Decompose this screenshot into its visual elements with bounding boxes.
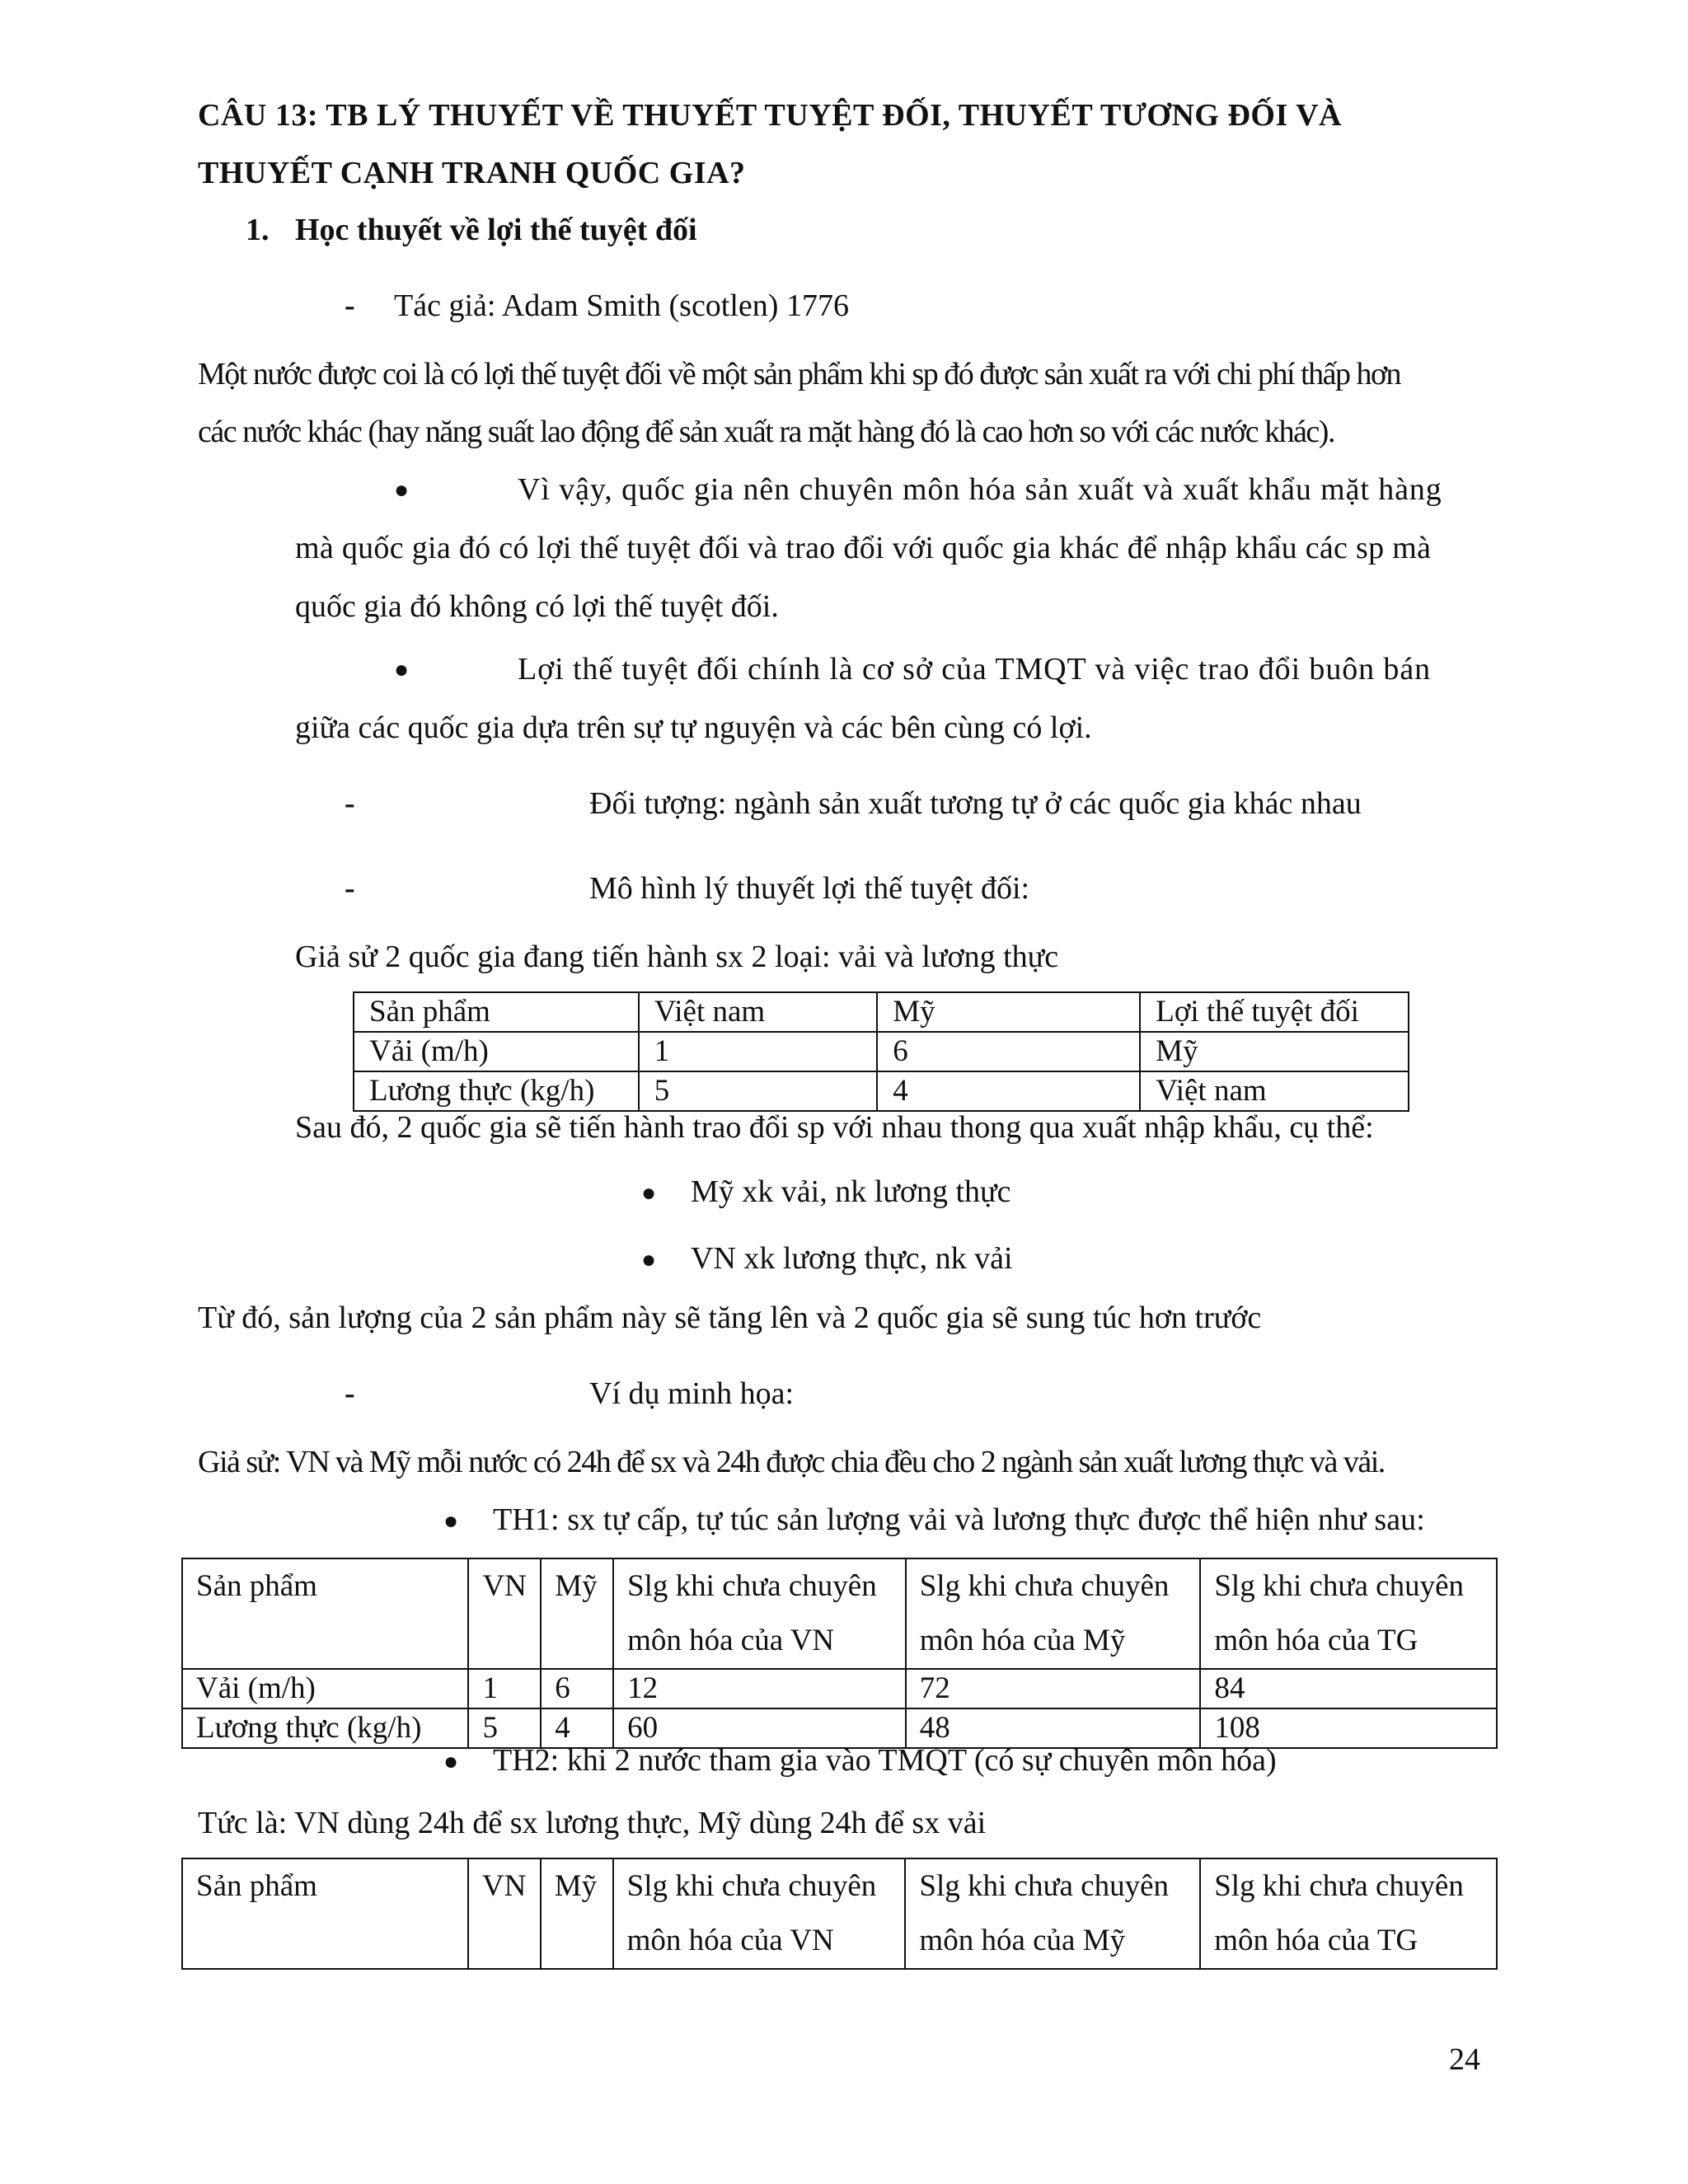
table-header-cell: Sản phẩm bbox=[182, 1858, 468, 1969]
table-cell: Việt nam bbox=[1140, 1071, 1409, 1111]
model-line: Mô hình lý thuyết lợi thế tuyệt đối: bbox=[589, 871, 1030, 906]
bullet-icon: ● bbox=[641, 1179, 657, 1207]
example-line: Ví dụ minh họa: bbox=[589, 1376, 795, 1411]
definition-line-1: Một nước được coi là có lợi thế tuyệt đối về một sản phẩm khi sp đó được sản xuất ra với chi phí thấp hơn bbox=[198, 357, 1401, 391]
dash-marker: - bbox=[345, 871, 355, 906]
after-line: Sau đó, 2 quốc gia sẽ tiến hành trao đổi sp với nhau thong qua xuất nhập khẩu, cụ thể: bbox=[295, 1110, 1374, 1145]
header-line: môn hóa của Mỹ bbox=[919, 1624, 1126, 1657]
table-header-cell: Mỹ bbox=[541, 1558, 613, 1669]
table-cell: Vải (m/h) bbox=[182, 1669, 468, 1708]
heading-line-1: CÂU 13: TB LÝ THUYẾT VỀ THUYẾT TUYỆT ĐỐI, THUYẾT TƯƠNG ĐỐI VÀ bbox=[198, 98, 1342, 133]
table-row bbox=[354, 1071, 1409, 1111]
object-line: Đối tượng: ngành sản xuất tương tự ở các quốc gia khác nhau bbox=[589, 786, 1362, 821]
dash-marker: - bbox=[345, 1376, 355, 1411]
header-line: môn hóa của VN bbox=[626, 1924, 834, 1957]
section-title: Học thuyết về lợi thế tuyệt đối bbox=[295, 213, 697, 247]
table-header-cell bbox=[613, 1858, 906, 1969]
section-number: 1. bbox=[246, 213, 270, 247]
bullet-icon: ● bbox=[641, 1246, 657, 1273]
table-header-row bbox=[182, 1858, 1497, 1969]
specialization-table bbox=[181, 1858, 1498, 1970]
table-header-cell: Việt nam bbox=[639, 992, 877, 1032]
bullet1-line-3: quốc gia đó không có lợi thế tuyệt đối. bbox=[295, 589, 779, 624]
table-header-row bbox=[182, 1558, 1497, 1669]
table-cell: 12 bbox=[613, 1669, 906, 1708]
author-line: Tác giả: Adam Smith (scotlen) 1776 bbox=[394, 288, 849, 323]
heading-line-2: THUYẾT CẠNH TRANH QUỐC GIA? bbox=[198, 156, 746, 190]
table-cell: Lương thực (kg/h) bbox=[182, 1708, 468, 1748]
table-row bbox=[182, 1669, 1497, 1708]
bullet-icon: ● bbox=[443, 1748, 459, 1775]
table-header-cell: VN bbox=[468, 1858, 541, 1969]
bullet1-line-2: mà quốc gia đó có lợi thế tuyệt đối và trao đổi với quốc gia khác để nhập khẩu các sp mà bbox=[295, 531, 1432, 565]
table-cell: 4 bbox=[877, 1071, 1140, 1111]
table-header-cell: VN bbox=[468, 1558, 541, 1669]
table-header-cell: Mỹ bbox=[877, 992, 1140, 1032]
header-line: Slg khi chưa chuyên bbox=[919, 1869, 1170, 1903]
table-cell: 5 bbox=[468, 1708, 541, 1748]
table-header-cell bbox=[906, 1558, 1201, 1669]
result-line: Từ đó, sản lượng của 2 sản phẩm này sẽ tăng lên và 2 quốc gia sẽ sung túc hơn trước bbox=[198, 1301, 1262, 1335]
table-header-row bbox=[354, 992, 1409, 1032]
table-cell: 5 bbox=[639, 1071, 877, 1111]
header-line: môn hóa của TG bbox=[1214, 1624, 1418, 1657]
table-header-cell: Sản phẩm bbox=[182, 1558, 468, 1669]
bullet2-line-2: giữa các quốc gia dựa trên sự tự nguyện và các bên cùng có lợi. bbox=[295, 710, 1092, 745]
table-cell: Mỹ bbox=[1140, 1032, 1409, 1071]
table-header-cell bbox=[1200, 1558, 1497, 1669]
table-header-cell: Mỹ bbox=[541, 1858, 613, 1969]
table-cell: 84 bbox=[1200, 1669, 1497, 1708]
table-header-cell bbox=[1200, 1858, 1497, 1969]
table-cell: 48 bbox=[906, 1708, 1201, 1748]
table-cell: 1 bbox=[639, 1032, 877, 1071]
table-cell: 108 bbox=[1200, 1708, 1497, 1748]
table-cell: Vải (m/h) bbox=[354, 1032, 639, 1071]
dash-marker: - bbox=[345, 786, 355, 821]
table-cell: 1 bbox=[468, 1669, 541, 1708]
header-line: môn hóa của Mỹ bbox=[919, 1924, 1126, 1957]
header-line: môn hóa của TG bbox=[1214, 1924, 1418, 1957]
assume-line-2: Giả sử: VN và Mỹ mỗi nước có 24h để sx và 24h được chia đều cho 2 ngành sản xuất lương thực và vải. bbox=[198, 1445, 1385, 1479]
table-cell: 6 bbox=[877, 1032, 1140, 1071]
table-cell: Lương thực (kg/h) bbox=[354, 1071, 639, 1111]
header-line: Slg khi chưa chuyên bbox=[919, 1569, 1170, 1603]
table-cell: 4 bbox=[541, 1708, 613, 1748]
table-header-cell bbox=[613, 1558, 906, 1669]
trade-item: Mỹ xk vải, nk lương thực bbox=[691, 1174, 1011, 1209]
meaning-line: Tức là: VN dùng 24h để sx lương thực, Mỹ dùng 24h để sx vải bbox=[198, 1806, 987, 1840]
self-sufficiency-table bbox=[181, 1558, 1498, 1749]
page-number: 24 bbox=[1449, 2042, 1480, 2077]
assume-line-1: Giả sử 2 quốc gia đang tiến hành sx 2 loại: vải và lương thực bbox=[295, 940, 1059, 974]
bullet-icon: ● bbox=[394, 476, 410, 504]
table-header-cell: Lợi thế tuyệt đối bbox=[1140, 992, 1409, 1032]
definition-line-2: các nước khác (hay năng suất lao động để sản xuất ra mặt hàng đó là cao hơn so với các nước khác). bbox=[198, 415, 1334, 449]
trade-item: VN xk lương thực, nk vải bbox=[691, 1241, 1013, 1276]
header-line: Slg khi chưa chuyên bbox=[627, 1569, 877, 1603]
table-cell: 72 bbox=[906, 1669, 1201, 1708]
header-line: môn hóa của VN bbox=[627, 1624, 835, 1657]
header-line: Slg khi chưa chuyên bbox=[626, 1869, 877, 1903]
bullet1-line-1: Vì vậy, quốc gia nên chuyên môn hóa sản xuất và xuất khẩu mặt hàng bbox=[518, 472, 1442, 507]
table-header-cell: Sản phẩm bbox=[354, 992, 639, 1032]
bullet-icon: ● bbox=[394, 656, 410, 683]
table-cell: 6 bbox=[541, 1669, 613, 1708]
case2-line: TH2: khi 2 nước tham gia vào TMQT (có sự chuyên môn hóa) bbox=[493, 1743, 1277, 1778]
dash-marker: - bbox=[345, 288, 355, 323]
bullet2-line-1: Lợi thế tuyệt đối chính là cơ sở của TMQT và việc trao đổi buôn bán bbox=[518, 652, 1431, 687]
header-line: Slg khi chưa chuyên bbox=[1214, 1869, 1464, 1903]
table-cell: 60 bbox=[613, 1708, 906, 1748]
absolute-advantage-table bbox=[353, 991, 1409, 1112]
case1-line: TH1: sx tự cấp, tự túc sản lượng vải và lương thực được thể hiện như sau: bbox=[493, 1502, 1425, 1537]
table-header-cell bbox=[905, 1858, 1200, 1969]
bullet-icon: ● bbox=[443, 1507, 459, 1535]
table-row bbox=[354, 1032, 1409, 1071]
header-line: Slg khi chưa chuyên bbox=[1214, 1569, 1464, 1603]
